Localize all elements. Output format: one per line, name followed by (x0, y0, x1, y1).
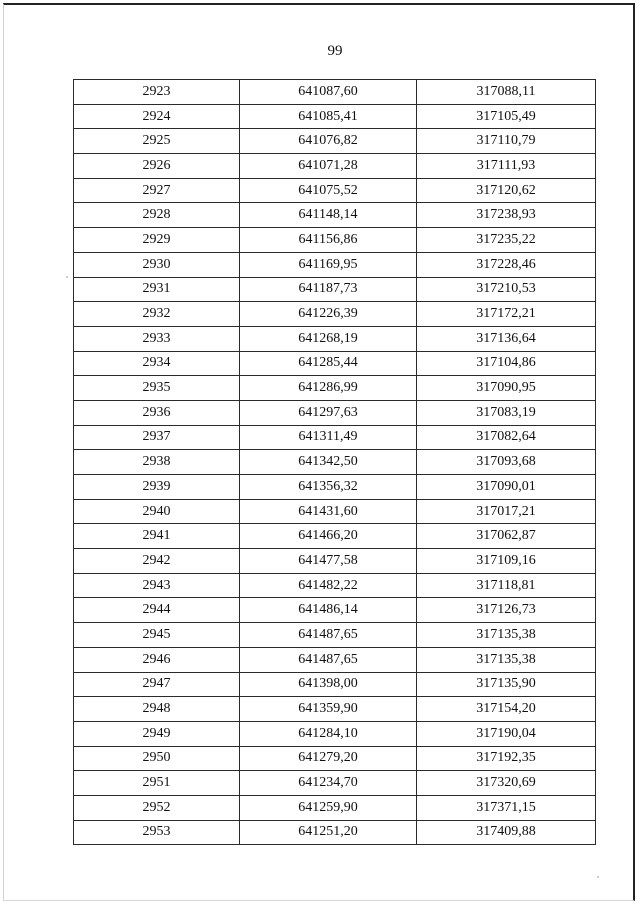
point-number-cell: 2951 (74, 771, 240, 796)
x-coordinate-cell: 641487,65 (240, 647, 417, 672)
y-coordinate-cell: 317120,62 (417, 178, 596, 203)
table-row (74, 351, 596, 376)
point-number-cell: 2950 (74, 746, 240, 771)
table-row (74, 746, 596, 771)
x-coordinate-cell: 641187,73 (240, 277, 417, 302)
x-coordinate-cell: 641482,22 (240, 573, 417, 598)
x-coordinate-cell: 641268,19 (240, 326, 417, 351)
x-coordinate-cell: 641251,20 (240, 820, 417, 845)
x-coordinate-cell: 641431,60 (240, 499, 417, 524)
point-number-cell: 2934 (74, 351, 240, 376)
x-coordinate-cell: 641234,70 (240, 771, 417, 796)
table-row (74, 795, 596, 820)
y-coordinate-cell: 317190,04 (417, 721, 596, 746)
point-number-cell: 2930 (74, 252, 240, 277)
point-number-cell: 2938 (74, 450, 240, 475)
table-row (74, 573, 596, 598)
x-coordinate-cell: 641398,00 (240, 672, 417, 697)
scan-speck (597, 876, 599, 878)
y-coordinate-cell: 317104,86 (417, 351, 596, 376)
y-coordinate-cell: 317192,35 (417, 746, 596, 771)
point-number-cell: 2952 (74, 795, 240, 820)
x-coordinate-cell: 641259,90 (240, 795, 417, 820)
x-coordinate-cell: 641169,95 (240, 252, 417, 277)
point-number-cell: 2925 (74, 129, 240, 154)
y-coordinate-cell: 317126,73 (417, 598, 596, 623)
table-row (74, 672, 596, 697)
y-coordinate-cell: 317093,68 (417, 450, 596, 475)
coordinates-table (73, 79, 596, 845)
point-number-cell: 2929 (74, 228, 240, 253)
x-coordinate-cell: 641148,14 (240, 203, 417, 228)
table-row (74, 771, 596, 796)
x-coordinate-cell: 641311,49 (240, 425, 417, 450)
y-coordinate-cell: 317135,90 (417, 672, 596, 697)
table-row (74, 400, 596, 425)
table-row (74, 154, 596, 179)
y-coordinate-cell: 317118,81 (417, 573, 596, 598)
y-coordinate-cell: 317320,69 (417, 771, 596, 796)
table-row (74, 178, 596, 203)
table-row (74, 326, 596, 351)
x-coordinate-cell: 641486,14 (240, 598, 417, 623)
point-number-cell: 2935 (74, 376, 240, 401)
scan-speck (66, 276, 68, 278)
table-row (74, 104, 596, 129)
x-coordinate-cell: 641226,39 (240, 302, 417, 327)
point-number-cell: 2953 (74, 820, 240, 845)
x-coordinate-cell: 641356,32 (240, 475, 417, 500)
y-coordinate-cell: 317135,38 (417, 623, 596, 648)
point-number-cell: 2923 (74, 80, 240, 105)
y-coordinate-cell: 317062,87 (417, 524, 596, 549)
table-row (74, 499, 596, 524)
table-row (74, 524, 596, 549)
table-row (74, 302, 596, 327)
x-coordinate-cell: 641297,63 (240, 400, 417, 425)
table-row (74, 623, 596, 648)
coordinates-table-body (74, 80, 596, 845)
table-row (74, 647, 596, 672)
table-row (74, 721, 596, 746)
y-coordinate-cell: 317210,53 (417, 277, 596, 302)
point-number-cell: 2932 (74, 302, 240, 327)
point-number-cell: 2945 (74, 623, 240, 648)
x-coordinate-cell: 641156,86 (240, 228, 417, 253)
x-coordinate-cell: 641071,28 (240, 154, 417, 179)
y-coordinate-cell: 317238,93 (417, 203, 596, 228)
y-coordinate-cell: 317109,16 (417, 549, 596, 574)
table-row (74, 598, 596, 623)
point-number-cell: 2940 (74, 499, 240, 524)
point-number-cell: 2933 (74, 326, 240, 351)
table-row (74, 549, 596, 574)
x-coordinate-cell: 641076,82 (240, 129, 417, 154)
table-row (74, 228, 596, 253)
point-number-cell: 2931 (74, 277, 240, 302)
x-coordinate-cell: 641286,99 (240, 376, 417, 401)
point-number-cell: 2928 (74, 203, 240, 228)
table-row (74, 820, 596, 845)
table-row (74, 252, 596, 277)
y-coordinate-cell: 317409,88 (417, 820, 596, 845)
table-row (74, 129, 596, 154)
table-row (74, 450, 596, 475)
y-coordinate-cell: 317090,95 (417, 376, 596, 401)
x-coordinate-cell: 641477,58 (240, 549, 417, 574)
point-number-cell: 2943 (74, 573, 240, 598)
y-coordinate-cell: 317088,11 (417, 80, 596, 105)
y-coordinate-cell: 317111,93 (417, 154, 596, 179)
point-number-cell: 2936 (74, 400, 240, 425)
y-coordinate-cell: 317235,22 (417, 228, 596, 253)
y-coordinate-cell: 317105,49 (417, 104, 596, 129)
y-coordinate-cell: 317371,15 (417, 795, 596, 820)
table-row (74, 376, 596, 401)
x-coordinate-cell: 641085,41 (240, 104, 417, 129)
point-number-cell: 2927 (74, 178, 240, 203)
y-coordinate-cell: 317135,38 (417, 647, 596, 672)
point-number-cell: 2946 (74, 647, 240, 672)
x-coordinate-cell: 641075,52 (240, 178, 417, 203)
point-number-cell: 2926 (74, 154, 240, 179)
y-coordinate-cell: 317083,19 (417, 400, 596, 425)
table-row (74, 80, 596, 105)
y-coordinate-cell: 317172,21 (417, 302, 596, 327)
table-row (74, 203, 596, 228)
table-row (74, 425, 596, 450)
y-coordinate-cell: 317090,01 (417, 475, 596, 500)
x-coordinate-cell: 641279,20 (240, 746, 417, 771)
y-coordinate-cell: 317017,21 (417, 499, 596, 524)
y-coordinate-cell: 317110,79 (417, 129, 596, 154)
y-coordinate-cell: 317136,64 (417, 326, 596, 351)
table-row (74, 697, 596, 722)
page-number: 99 (327, 43, 343, 59)
point-number-cell: 2939 (74, 475, 240, 500)
point-number-cell: 2944 (74, 598, 240, 623)
table-row (74, 475, 596, 500)
point-number-cell: 2924 (74, 104, 240, 129)
x-coordinate-cell: 641342,50 (240, 450, 417, 475)
point-number-cell: 2948 (74, 697, 240, 722)
point-number-cell: 2947 (74, 672, 240, 697)
x-coordinate-cell: 641285,44 (240, 351, 417, 376)
point-number-cell: 2942 (74, 549, 240, 574)
y-coordinate-cell: 317154,20 (417, 697, 596, 722)
point-number-cell: 2949 (74, 721, 240, 746)
y-coordinate-cell: 317228,46 (417, 252, 596, 277)
point-number-cell: 2941 (74, 524, 240, 549)
x-coordinate-cell: 641284,10 (240, 721, 417, 746)
y-coordinate-cell: 317082,64 (417, 425, 596, 450)
point-number-cell: 2937 (74, 425, 240, 450)
x-coordinate-cell: 641087,60 (240, 80, 417, 105)
table-row (74, 277, 596, 302)
x-coordinate-cell: 641487,65 (240, 623, 417, 648)
x-coordinate-cell: 641466,20 (240, 524, 417, 549)
x-coordinate-cell: 641359,90 (240, 697, 417, 722)
